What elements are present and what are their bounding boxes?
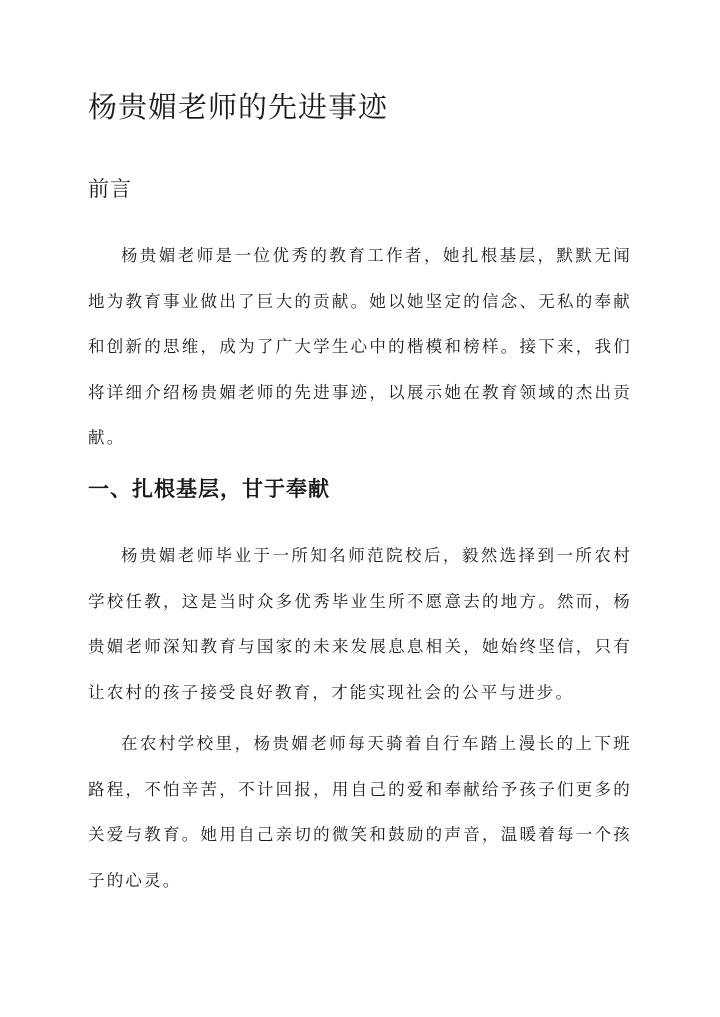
- preface-paragraph: 杨贵媚老师是一位优秀的教育工作者，她扎根基层，默默无闻地为教育事业做出了巨大的贡献。她以她坚定的信念、无私的奉献和创新的思维，成为了广大学生心中的楷模和榜样。接下来，我们将详细介绍杨贵媚老师的先进事迹，以展示她在教育领域的杰出贡献。: [88, 246, 632, 447]
- document-title: 杨贵媚老师的先进事迹: [88, 90, 389, 124]
- section-1-paragraph-1: 杨贵媚老师毕业于一所知名师范院校后，毅然选择到一所农村学校任教，这是当时众多优秀毕业生所不愿意去的地方。然而，杨贵媚老师深知教育与国家的未来发展息息相关，她始终坚信，只有让农村的孩子接受良好教育，才能实现社会的公平与进步。: [88, 546, 632, 702]
- preface-heading: 前言: [88, 177, 132, 201]
- section-1-heading: 一、扎根基层，甘于奉献: [88, 476, 330, 501]
- section-1-paragraph-2: 在农村学校里，杨贵媚老师每天骑着自行车踏上漫长的上下班路程，不怕辛苦，不计回报，用自己的爱和奉献给予孩子们更多的关爱与教育。她用自己亲切的微笑和鼓励的声音，温暖着每一个孩子的心灵。: [88, 734, 632, 890]
